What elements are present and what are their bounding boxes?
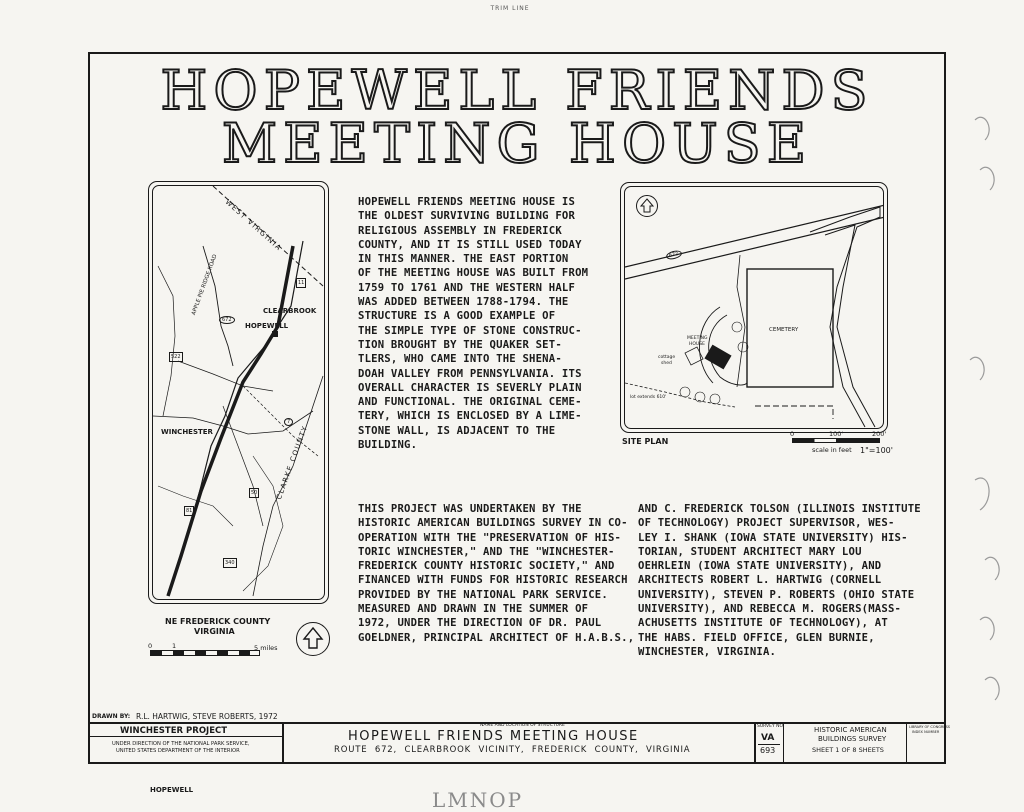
site-scale-100: 100' xyxy=(829,430,844,438)
clearbrook-label: CLEARBROOK xyxy=(263,307,317,315)
sheet-number: SHEET 1 OF 8 SHEETS xyxy=(812,746,884,754)
habs-line-1: HISTORIC AMERICAN xyxy=(814,726,887,734)
structure-location: ROUTE 672, CLEARBROOK VICINITY, FREDERICK COUNTY, VIRGINIA xyxy=(334,745,691,755)
site-plan-scale-bar xyxy=(792,438,880,443)
structure-name: HOPEWELL FRIENDS MEETING HOUSE xyxy=(348,729,639,744)
clarke-county-label: CLARKE COUNTY xyxy=(275,424,310,501)
description-line: OVERALL CHARACTER IS SEVERLY PLAIN xyxy=(358,381,582,394)
description-line: THE SIMPLE TYPE OF STONE CONSTRUC- xyxy=(358,324,582,337)
description-line: TION BROUGHT BY THE QUAKER SET- xyxy=(358,338,562,351)
description-line: STONE WALL, IS ADJACENT TO THE xyxy=(358,424,556,437)
apple-pie-road-label: APPLE PIE RIDGE ROAD xyxy=(191,253,219,317)
loc-label-2: INDEX NUMBER xyxy=(912,730,940,734)
survey-rule xyxy=(758,744,780,745)
title-block-divider-1 xyxy=(282,722,284,764)
project-line: ACHUSETTS INSTITUTE OF TECHNOLOGY), AT xyxy=(638,617,888,630)
site-scale-0: 0 xyxy=(790,430,795,438)
survey-number: 693 xyxy=(760,746,776,755)
habs-line-2: BUILDINGS SURVEY xyxy=(818,735,887,743)
state-line-label: WEST VIRGINIA xyxy=(223,198,284,253)
project-line: HISTORIC AMERICAN BUILDINGS SURVEY IN CO- xyxy=(358,517,628,530)
project-line: FREDERICK COUNTY HISTORIC SOCIETY," AND xyxy=(358,560,615,573)
survey-no-label: SURVEY NO. xyxy=(757,724,785,729)
title-block-divider-4 xyxy=(906,722,907,764)
description-line: THE OLDEST SURVIVING BUILDING FOR xyxy=(358,210,576,223)
site-plan-caption: SITE PLAN xyxy=(622,437,669,446)
description-line: BUILDING. xyxy=(358,439,418,452)
margin-handwriting-icon xyxy=(955,60,1020,760)
route-340-marker: 340 xyxy=(225,560,235,566)
project-line: FINANCED WITH FUNDS FOR HISTORIC RESEARCH xyxy=(358,574,628,587)
project-text-left xyxy=(358,502,634,645)
description-line: IN THIS MANNER. THE EAST PORTION xyxy=(358,253,569,266)
route-7-marker: 7 xyxy=(284,418,293,426)
route-50-marker: 50 xyxy=(251,490,258,496)
project-line: TORIAN, STUDENT ARCHITECT MARY LOU xyxy=(638,545,862,558)
meeting-house-label-1: MEETING xyxy=(687,336,708,341)
site-plan xyxy=(624,186,884,429)
project-text-right xyxy=(638,502,921,659)
drawn-by-label: DRAWN BY: xyxy=(92,713,131,720)
description-line: OF THE MEETING HOUSE WAS BUILT FROM xyxy=(358,267,589,280)
direction-line-1: UNDER DIRECTION OF THE NATIONAL PARK SERVICE, xyxy=(112,741,250,747)
site-scale-label: scale in feet xyxy=(812,446,852,454)
route-522-marker: 522 xyxy=(171,354,181,360)
meeting-house-label-2: HOUSE xyxy=(689,342,705,347)
description-line: TLERS, WHO CAME INTO THE SHENA- xyxy=(358,353,562,366)
name-location-label: NAME AND LOCATION OF STRUCTURE xyxy=(480,723,565,728)
project-line: ARCHITECTS ROBERT L. HARTWIG (CORNELL xyxy=(638,574,882,587)
location-map-drawing xyxy=(153,186,326,601)
description-text xyxy=(358,195,588,452)
trim-line-label: TRIM LINE xyxy=(490,5,530,12)
hopewell-label: HOPEWELL xyxy=(245,322,289,330)
cemetery-label: CEMETERY xyxy=(769,327,799,333)
title-block-left-rule xyxy=(88,736,282,737)
site-scale-200: 200' xyxy=(872,430,887,438)
project-line: PROVIDED BY THE NATIONAL PARK SERVICE. xyxy=(358,588,608,601)
project-line: WINCHESTER, VIRGINIA. xyxy=(638,645,777,658)
project-line: LEY I. SHANK (IOWA STATE UNIVERSITY) HIS- xyxy=(638,531,908,544)
location-map-scale-bar xyxy=(150,650,260,656)
site-scale-ratio: 1"=100' xyxy=(860,446,893,455)
bottom-note: HOPEWELL xyxy=(150,786,194,794)
route-11-marker: 11 xyxy=(298,280,305,286)
north-arrow-location-icon xyxy=(296,622,330,656)
project-line: THIS PROJECT WAS UNDERTAKEN BY THE xyxy=(358,503,582,515)
project-line: TORIC WINCHESTER," AND THE "WINCHESTER- xyxy=(358,545,615,558)
title-line-1: HOPEWELL FRIENDS xyxy=(160,59,874,122)
project-line: AND C. FREDERICK TOLSON (ILLINOIS INSTITUTE xyxy=(638,503,921,515)
location-map-caption-1: NE FREDERICK COUNTY xyxy=(165,617,271,626)
cottage-label-1: cottage xyxy=(658,355,676,360)
bottom-stamp: LMNOP xyxy=(432,788,524,812)
location-scale-0: 0 xyxy=(148,642,153,650)
location-map-caption-2: VIRGINIA xyxy=(194,627,235,636)
project-line: OF TECHNOLOGY) PROJECT SUPERVISOR, WES- xyxy=(638,517,895,530)
project-line: THE HABS. FIELD OFFICE, GLEN BURNIE, xyxy=(638,631,875,644)
description-line: STRUCTURE IS A GOOD EXAMPLE OF xyxy=(358,310,556,323)
description-line: TERY, WHICH IS ENCLOSED BY A LIME- xyxy=(358,410,582,423)
project-line: UNIVERSITY), AND REBECCA M. ROGERS(MASS- xyxy=(638,603,902,616)
north-arrow-site-icon xyxy=(636,195,658,217)
direction-line-2: UNITED STATES DEPARTMENT OF THE INTERIOR xyxy=(116,748,240,754)
title-line-2: MEETING HOUSE xyxy=(221,112,813,175)
project-line: GOELDNER, PRINCIPAL ARCHITECT OF H.A.B.S., xyxy=(358,631,635,644)
site-plan-drawing xyxy=(625,187,884,429)
survey-state: VA xyxy=(761,733,775,743)
site-route-672-marker: 672 xyxy=(665,249,682,261)
project-line: 1972, UNDER THE DIRECTION OF DR. PAUL xyxy=(358,617,602,630)
project-line: UNIVERSITY), STEVEN P. ROBERTS (OHIO STATE xyxy=(638,588,915,601)
description-line: COUNTY, AND IT IS STILL USED TODAY xyxy=(358,238,582,251)
project-line: OEHRLEIN (IOWA STATE UNIVERSITY), AND xyxy=(638,560,882,573)
route-81-marker: 81 xyxy=(186,508,193,514)
title-block-divider-2 xyxy=(754,722,756,764)
location-scale-1: 1 xyxy=(172,642,177,650)
cottage-label-2: shed xyxy=(661,361,672,366)
description-line: AND FUNCTIONAL. THE ORIGINAL CEME- xyxy=(358,396,582,409)
loc-label-1: LIBRARY OF CONGRESS xyxy=(909,725,951,729)
winchester-label: WINCHESTER xyxy=(161,428,213,436)
description-line: 1759 TO 1761 AND THE WESTERN HALF xyxy=(358,281,576,294)
lot-note: lot extends 610' xyxy=(630,395,667,400)
description-line: DOAH VALLEY FROM PENNSYLVANIA. ITS xyxy=(358,367,582,380)
project-line: OPERATION WITH THE "PRESERVATION OF HIS- xyxy=(358,531,622,544)
project-name: WINCHESTER PROJECT xyxy=(120,726,228,736)
drawn-by-value: R.L. HARTWIG, STEVE ROBERTS, 1972 xyxy=(136,712,278,721)
project-line: MEASURED AND DRAWN IN THE SUMMER OF xyxy=(358,603,589,616)
route-672-marker: 672 xyxy=(219,316,235,324)
location-scale-end: 5 miles xyxy=(254,644,278,652)
description-line: HOPEWELL FRIENDS MEETING HOUSE IS xyxy=(358,196,576,208)
description-line: WAS ADDED BETWEEN 1788-1794. THE xyxy=(358,296,569,309)
location-map xyxy=(152,185,325,600)
description-line: RELIGIOUS ASSEMBLY IN FREDERICK xyxy=(358,224,562,237)
